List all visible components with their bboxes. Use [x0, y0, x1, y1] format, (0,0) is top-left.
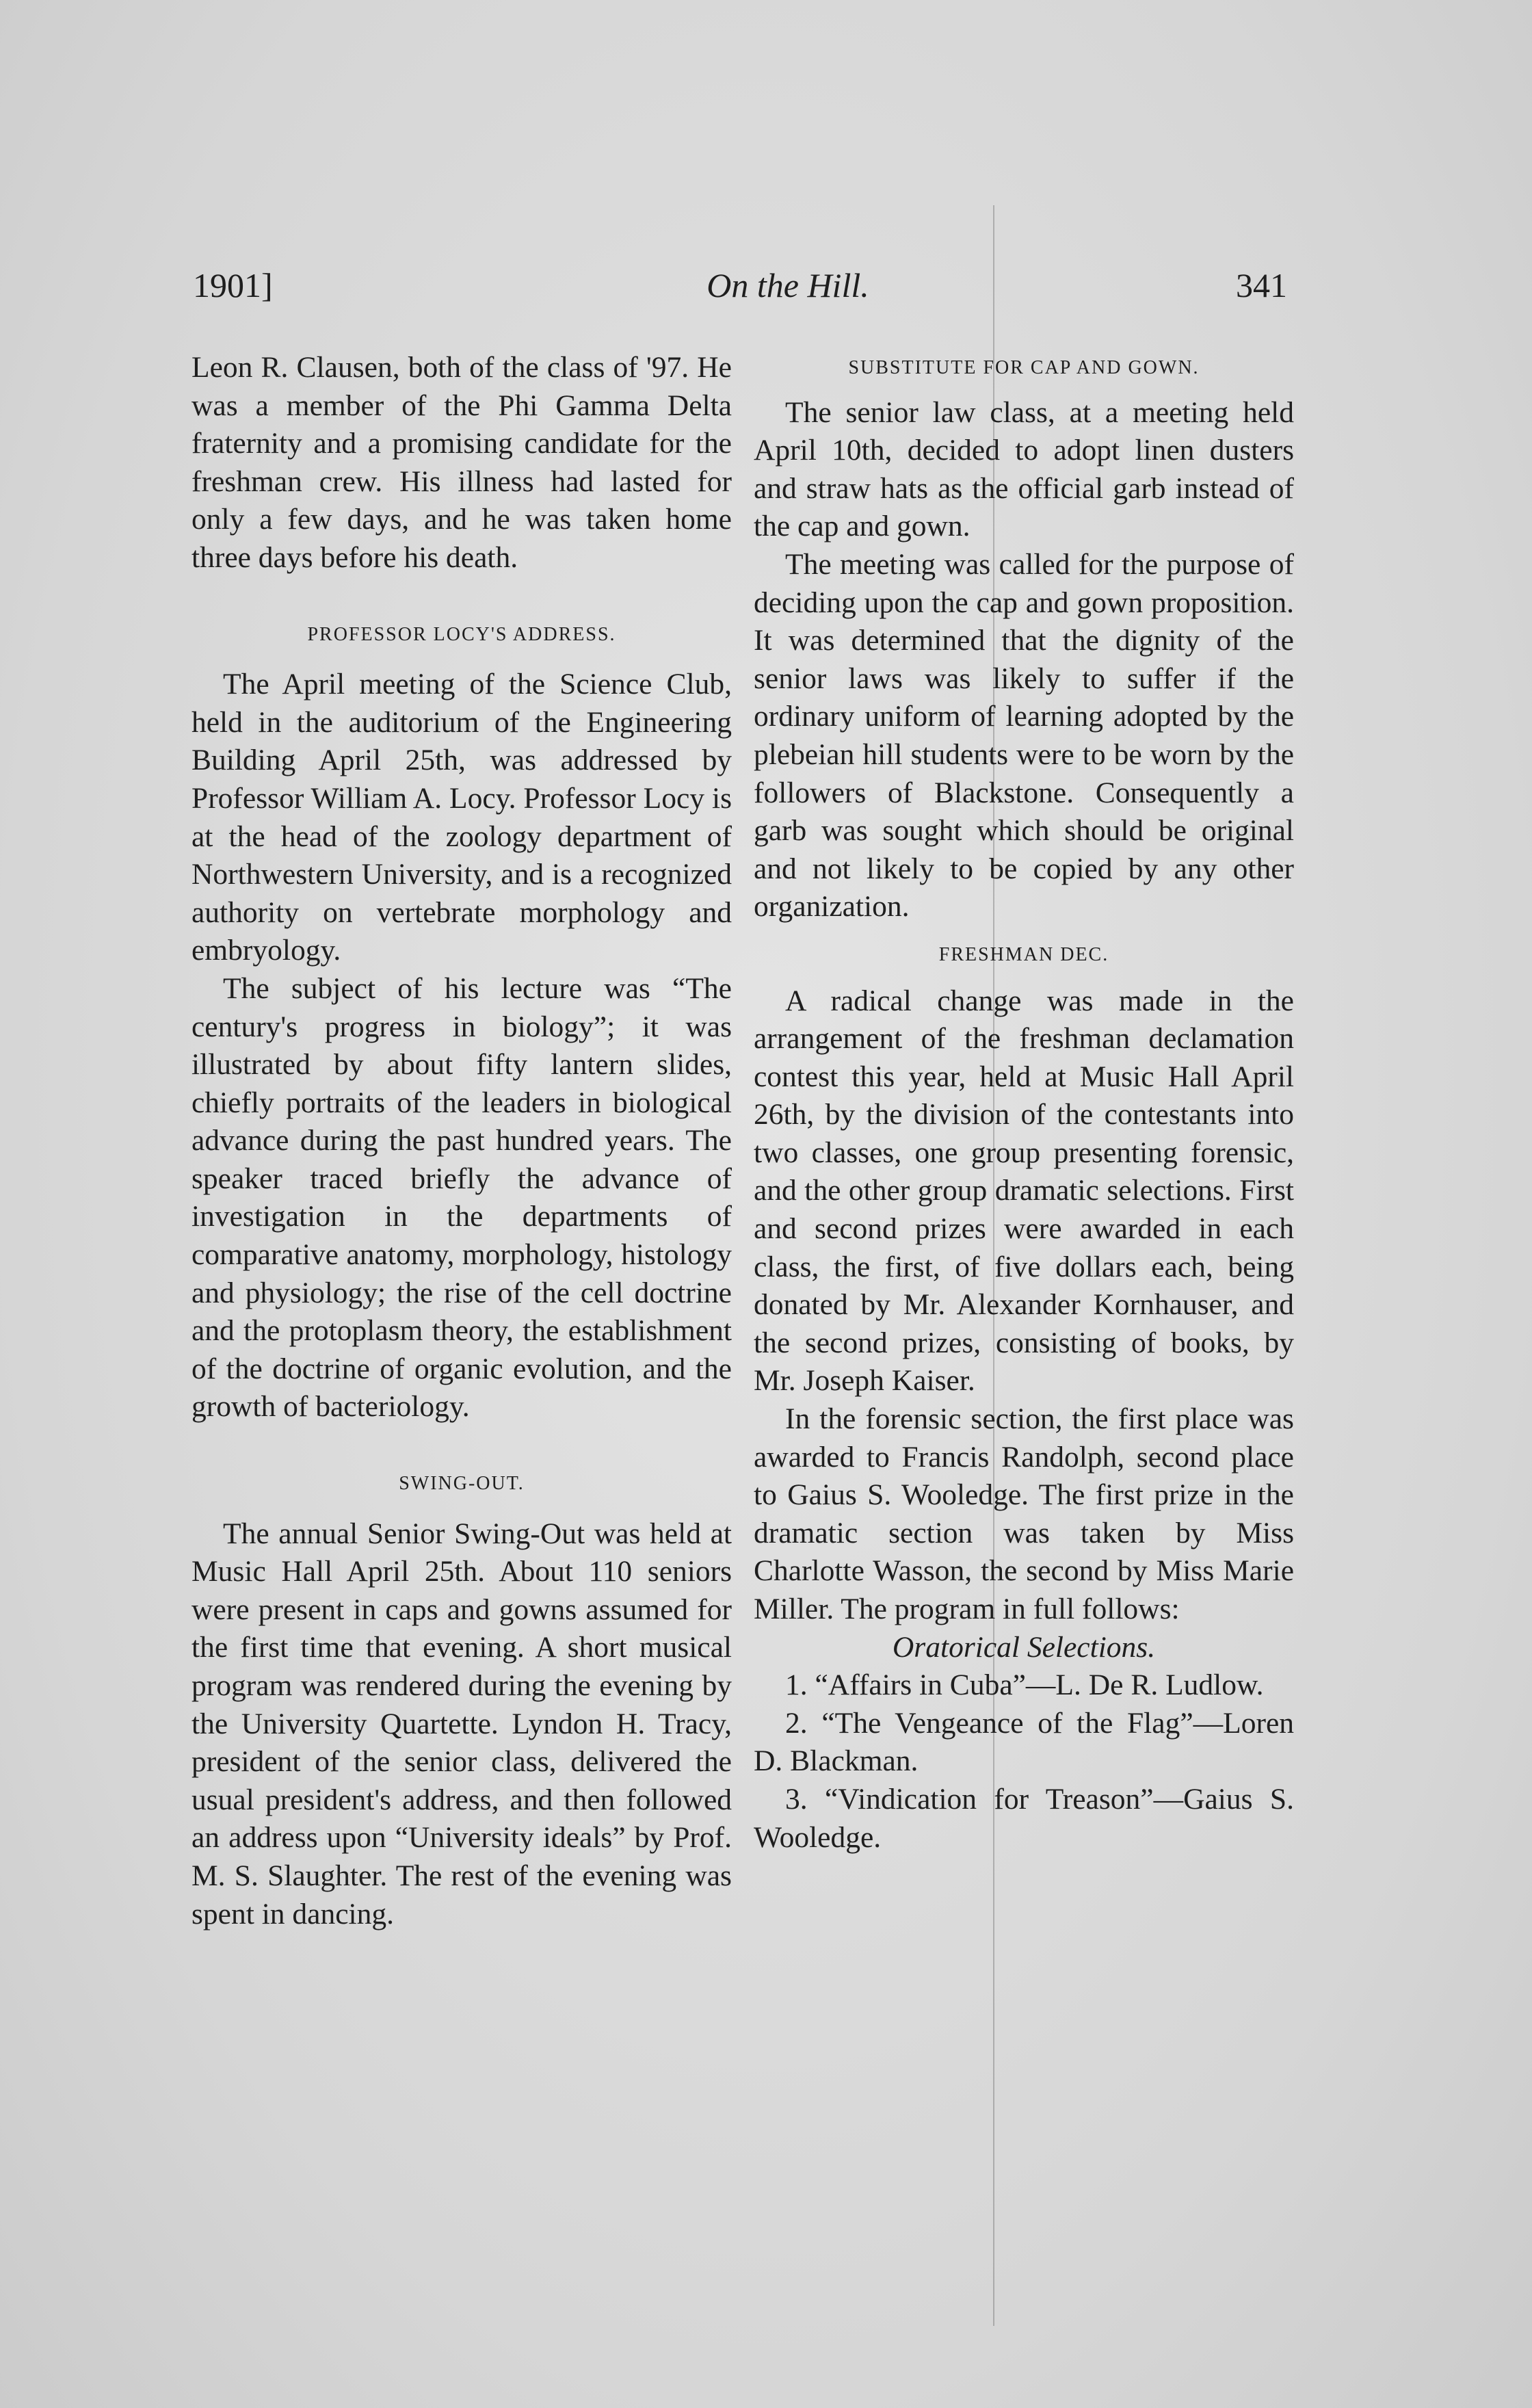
program-item: 3. “Vindication for Treason”—Gaius S. Wooledge. — [754, 1782, 1294, 1854]
cap-gown-paragraph-2: The meeting was called for the purpose of deciding upon the cap and gown proposition. It was determined that the dignity of the senior laws was likely to suffer if the ordinary uniform of learning adopted by the plebeian hill students were to be worn by the followers of Blackstone. Consequently a garb was sought which should be original and not likely to be copied by any other organization. — [754, 547, 1294, 924]
locy-paragraph-1: The April meeting of the Science Club, held in the auditorium of the Engineering Building April 25th, was addressed by Professor William A. Locy. Professor Locy is at the head of the zoology department of Northwestern University, and is a recognized authority on vertebrate morphology and embryology. — [192, 668, 732, 967]
continued-paragraph: Leon R. Clausen, both of the class of '97. He was a member of the Phi Gamma Delta fraternity and a promising candidate for the freshman crew. His illness had lasted for only a few days, and he was taken home three days before his death. — [192, 351, 732, 574]
program-item: 1. “Affairs in Cuba”—L. De R. Ludlow. — [785, 1668, 1264, 1702]
right-column — [754, 349, 1294, 1857]
swing-out-paragraph: The annual Senior Swing-Out was held at Music Hall April 25th. About 110 seniors were present in caps and gowns assumed for the first time that evening. A short musical program was rendered during the evening by the University Quartette. Lyndon H. Tracy, president of the senior class, delivered the usual president's address, and then followed an address upon “University ideals” by Prof. M. S. Slaughter. The rest of the evening was spent in dancing. — [192, 1517, 732, 1931]
freshman-paragraph-2: In the forensic section, the first place was awarded to Francis Randolph, second place to Gaius S. Wooledge. The first prize in the dramatic section was taken by Miss Charlotte Wasson, the second by Miss Marie Miller. The program in full follows: — [754, 1402, 1294, 1625]
header-year: 1901] — [193, 266, 273, 304]
heading-substitute-cap-gown: SUBSTITUTE FOR CAP AND GOWN. — [848, 357, 1200, 378]
page-number: 341 — [1236, 266, 1287, 304]
left-column — [192, 349, 732, 1933]
freshman-paragraph-1: A radical change was made in the arrangement of the freshman declamation contest this year, held at Music Hall April 26th, by the division of the contestants into two classes, one group presenting forensic, and the other group dramatic selections. First and second prizes were awarded in each class, the first, of five dollars each, being donated by Mr. Alexander Kornhauser, and the second prizes, consisting of books, by Mr. Joseph Kaiser. — [754, 984, 1294, 1398]
heading-freshman-dec: FRESHMAN DEC. — [938, 943, 1109, 965]
locy-paragraph-2: The subject of his lecture was “The century's progress in biology”; it was illustrated by about fifty lantern slides, chiefly portraits of the leaders in biological advance during the past hundred years. The speaker traced briefly the advance of investigation in the departments of comparative anatomy, morphology, histology and physiology; the rise of the cell doctrine and the protoplasm theory, the establishment of the doctrine of organic evolution, and the growth of bacteriology. — [192, 971, 732, 1424]
program-item: 2. “The Vengeance of the Flag”—Loren D. Blackman. — [754, 1706, 1294, 1778]
page-header — [193, 265, 1287, 320]
running-title: On the Hill. — [706, 266, 869, 304]
program-heading: Oratorical Selections. — [892, 1630, 1156, 1664]
heading-swing-out: SWING-OUT. — [399, 1473, 525, 1495]
cap-gown-paragraph-1: The senior law class, at a meeting held April 10th, decided to adopt linen dusters and straw hats as the official garb instead of the cap and gown. — [754, 395, 1294, 543]
heading-locy-address: PROFESSOR LOCY'S ADDRESS. — [307, 623, 616, 645]
